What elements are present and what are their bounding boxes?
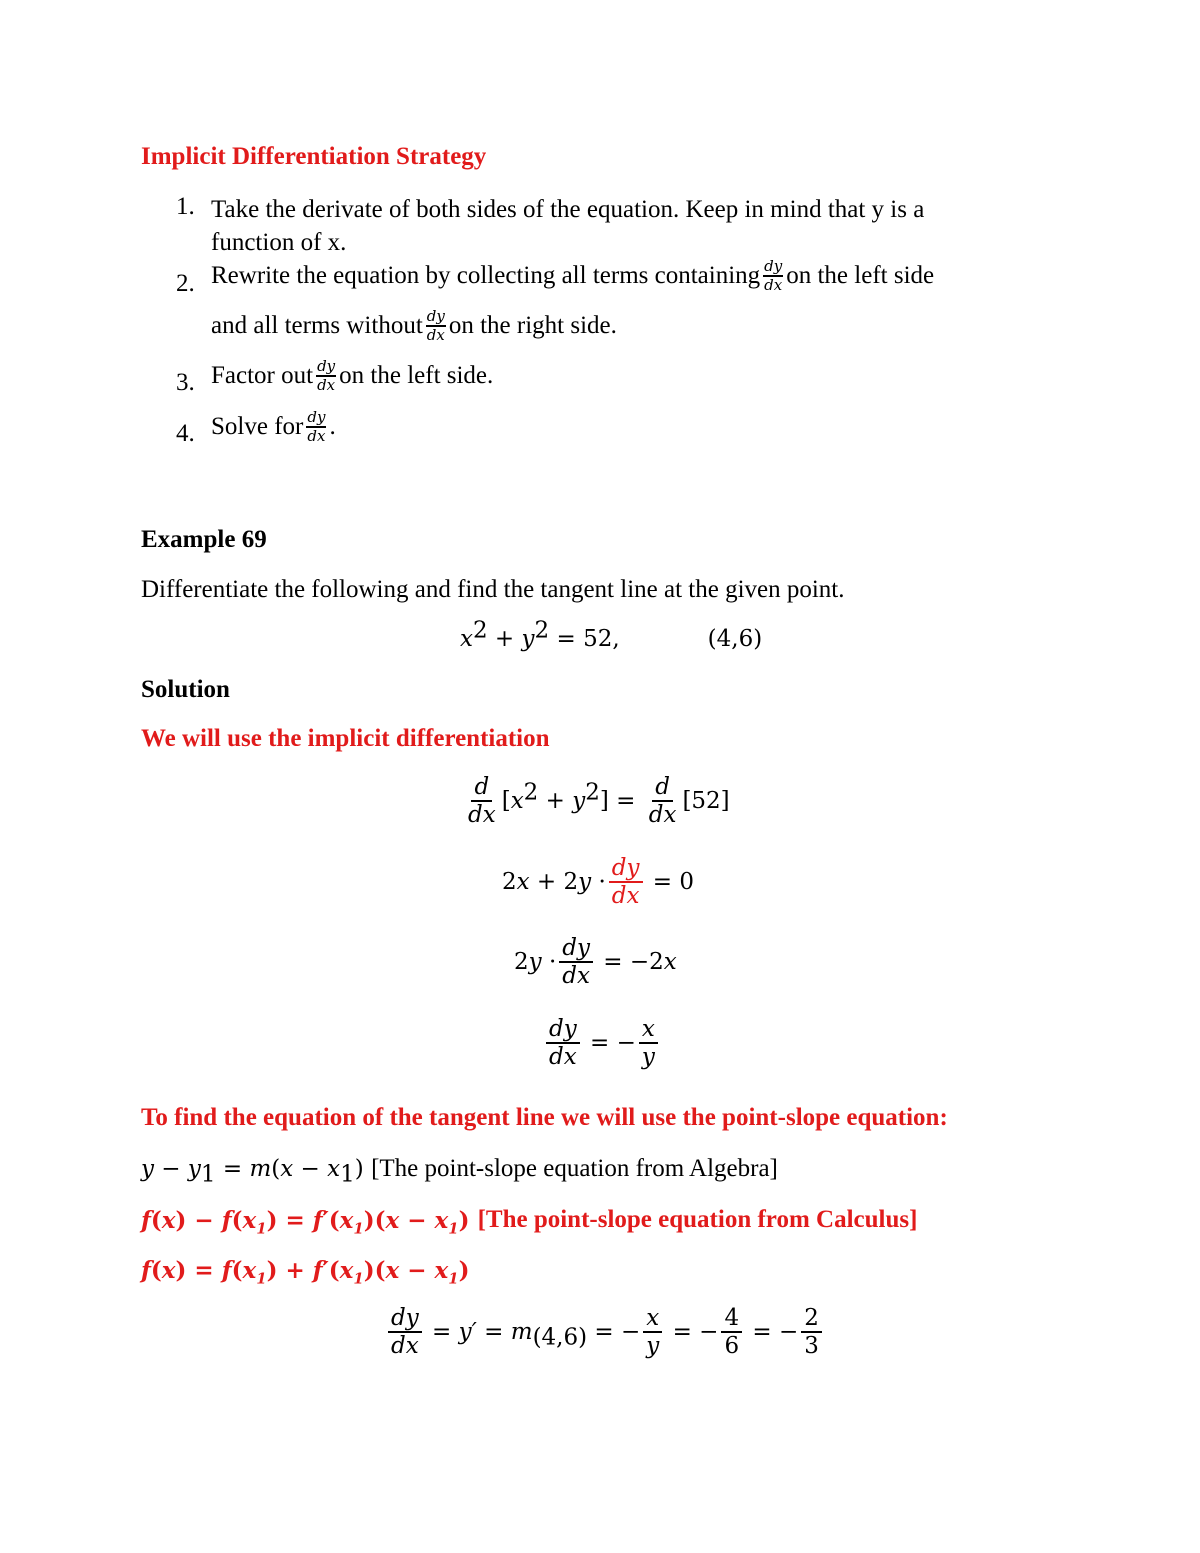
derivative-step-2: 2 y · $\frac{dy}{dx}$ = −2 x	[514, 935, 677, 990]
slope-denominator: 6	[724, 1333, 740, 1360]
slope-computation: $\frac{dy}{dx}$ = y′ = $m_{(4,6)}$ = − $\frac{x}{y}$ = − $\frac{4}{6}$ = − $\frac{2}{3}$	[385, 1305, 825, 1360]
solution-note-implicit: We will use the implicit differentiation	[141, 725, 550, 752]
calculus-label: [The point-slope equation from Calculus]	[477, 1206, 918, 1233]
slope-reduced-numerator: 2	[801, 1305, 822, 1333]
step-2-line2	[211, 308, 617, 345]
step-3-text-a: Factor out	[211, 362, 314, 390]
derivative-both-sides: $\frac{d}{dx}$ [ $x^2$ + $y^2$ ] = $\frac{d}{dx}$ [52]	[468, 774, 730, 829]
derivative-step-1: 2 x + 2 y · $\frac{dy}{dx}$ = 0	[502, 855, 695, 910]
step-3-number: 3.	[176, 369, 195, 396]
step-2-line1	[211, 258, 934, 295]
step-1-number: 1.	[176, 193, 195, 220]
example-title: Example 69	[141, 526, 267, 553]
algebra-label: [The point-slope equation from Algebra]	[371, 1155, 778, 1182]
dy-dx-fraction: $\frac{dy}{dx}$	[764, 257, 783, 295]
step-4-number: 4.	[176, 420, 195, 447]
solution-heading: Solution	[141, 676, 230, 703]
derivative-rhs: [52]	[682, 788, 730, 815]
derivative-result: $\frac{dy}{dx}$ = − $\frac{x}{y}$	[543, 1016, 661, 1071]
step-2-text-d: on the right side.	[448, 312, 617, 340]
step-2-text-a: Rewrite the equation by collecting all terms containing	[211, 262, 761, 290]
step-1-text	[211, 193, 1051, 259]
point-slope-rearranged: f ( x ) = f ( $x_1$ ) + f′ ( $x_1$ )( x − $x_1$ )	[141, 1257, 470, 1288]
solution-note-tangent: To find the equation of the tangent line we will use the point-slope equation:	[141, 1104, 948, 1131]
point-slope-calculus: f ( x ) − f ( $x_1$ ) = f′ ( $x_1$ )( x − $x_1$ ) [The point-slope equation from Calculus]	[141, 1206, 918, 1238]
dy-dx-fraction: $\frac{dy}{dx}$	[426, 307, 445, 345]
given-point: (4,6)	[707, 626, 763, 652]
step-2-text-c: and all terms without	[211, 312, 423, 340]
step-2-number: 2.	[176, 270, 195, 297]
strategy-heading: Implicit Differentiation Strategy	[141, 143, 487, 170]
equation-constant: 52,	[583, 626, 620, 652]
step-3-text-b: on the left side.	[339, 362, 494, 390]
step-3-line	[211, 358, 493, 395]
example-prompt: Differentiate the following and find the tangent line at the given point.	[141, 576, 845, 603]
slope-numerator: 4	[721, 1305, 742, 1333]
dy-dx-fraction: $\frac{dy}{dx}$	[317, 357, 336, 395]
step-4-text-b: .	[329, 413, 336, 441]
step-1-line1: Take the derivate of both sides of the equation. Keep in mind that y is a	[211, 196, 925, 223]
given-equation: $x^2$ + $y^2$ = 52, (4,6)	[460, 617, 763, 652]
step-4-line	[211, 409, 336, 446]
step-2-text-b: on the left side	[786, 262, 935, 290]
step-4-text-a: Solve for	[211, 413, 304, 441]
slope-reduced-denominator: 3	[804, 1333, 819, 1360]
dy-dx-fraction: $\frac{dy}{dx}$	[307, 408, 326, 446]
step-1-line2: function of x.	[211, 229, 347, 256]
point-slope-algebra: y − $y_1$ = m ( x − $x_1$ ) [The point-slope equation from Algebra]	[141, 1155, 778, 1188]
